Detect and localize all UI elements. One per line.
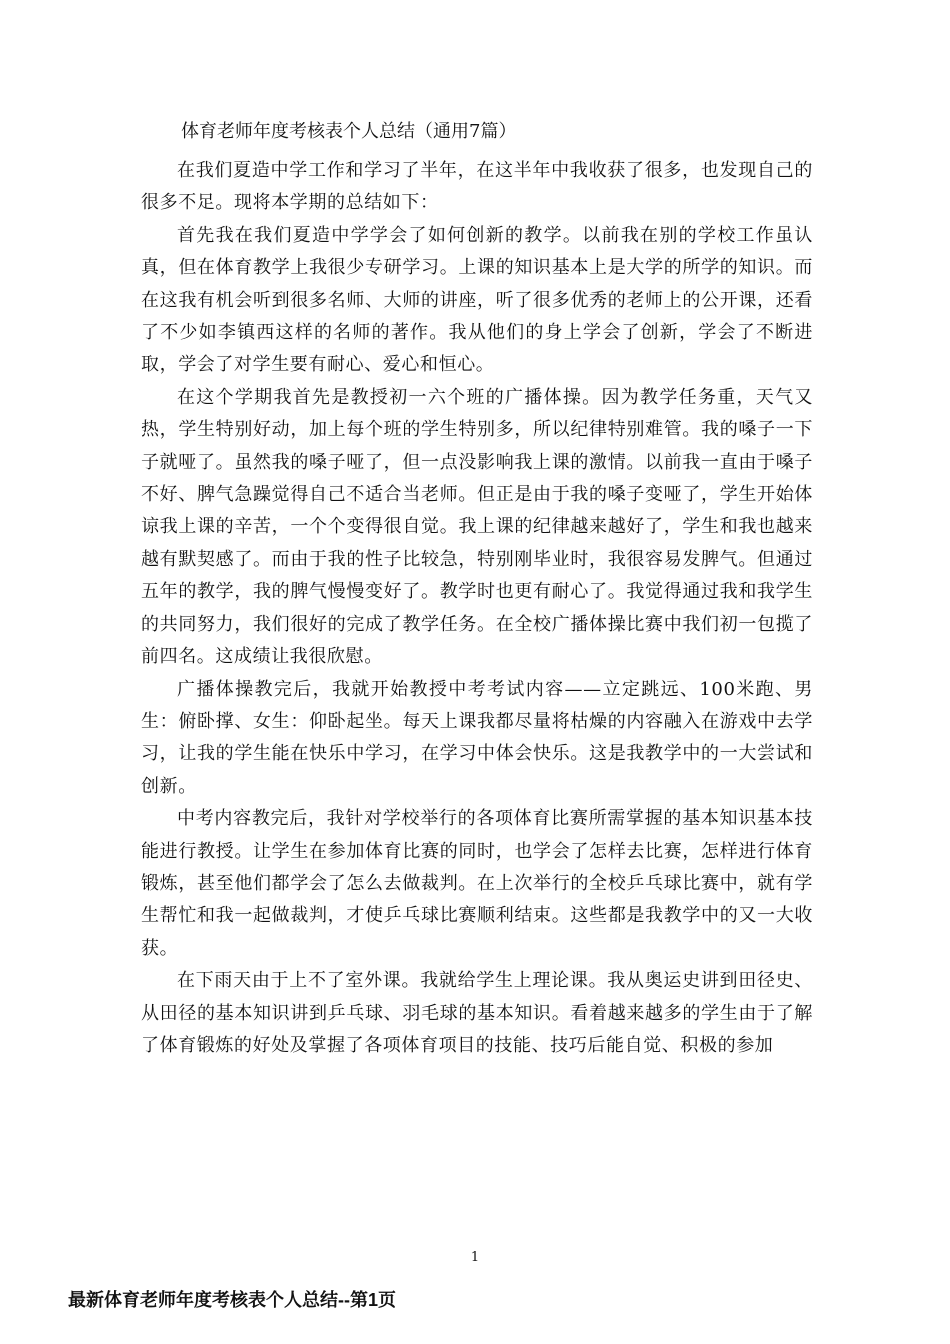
document-body [141,155,813,1062]
document-title: 体育老师年度考核表个人总结（通用7篇） [181,121,517,142]
paragraph-intro: 在我们夏造中学工作和学习了半年，在这半年中我收获了很多，也发现自己的很多不足。现将本学期的总结如下： [141,160,813,214]
page-number: 1 [470,1250,480,1265]
paragraph-broadcast-exercise: 在这个学期我首先是教授初一六个班的广播体操。因为教学任务重，天气又热，学生特别好动，加上每个班的学生特别多，所以纪律特别难管。我的嗓子一下子就哑了。虽然我的嗓子哑了，但一点没影响我上课的激情。以前我一直由于嗓子不好、脾气急躁觉得自己不适合当老师。但正是由于我的嗓子变哑了，学生开始体谅我上课的辛苦，一个个变得很自觉。我上课的纪律越来越好了，学生和我也越来越有默契感了。而由于我的性子比较急，特别刚毕业时，我很容易发脾气。但通过五年的教学，我的脾气慢慢变好了。教学时也更有耐心了。我觉得通过我和我学生的共同努力，我们很好的完成了教学任务。在全校广播体操比赛中我们初一包揽了前四名。这成绩让我很欣慰。 [141,386,813,668]
paragraph-competition-skills: 中考内容教完后，我针对学校举行的各项体育比赛所需掌握的基本知识基本技能进行教授。让学生在参加体育比赛的同时，也学会了怎样去比赛，怎样进行体育锻炼，甚至他们都学会了怎么去做裁判。在上次举行的全校乒乓球比赛中，就有学生帮忙和我一起做裁判，才使乒乓球比赛顺利结束。这些都是我教学中的又一大收获。 [141,808,813,959]
page-footer: 最新体育老师年度考核表个人总结--第1页 [68,1290,396,1310]
paragraph-exam-content: 广播体操教完后，我就开始教授中考考试内容——立定跳远、100米跑、男生：俯卧撑、女生：仰卧起坐。每天上课我都尽量将枯燥的内容融入在游戏中去学习，让我的学生能在快乐中学习，在学习中体会快乐。这是我教学中的一大尝试和创新。 [141,678,813,797]
paragraph-innovation: 首先我在我们夏造中学学会了如何创新的教学。以前我在别的学校工作虽认真，但在体育教学上我很少专研学习。上课的知识基本上是大学的所学的知识。而在这我有机会听到很多名师、大师的讲座，听了很多优秀的老师上的公开课，还看了不少如李镇西这样的名师的著作。我从他们的身上学会了创新，学会了不断进取，学会了对学生要有耐心、爱心和恒心。 [141,224,813,376]
paragraph-theory-lessons: 在下雨天由于上不了室外课。我就给学生上理论课。我从奥运史讲到田径史、从田径的基本知识讲到乒乓球、羽毛球的基本知识。看着越来越多的学生由于了解了体育锻炼的好处及掌握了各项体育项目的技能、技巧后能自觉、积极的参加 [141,970,813,1056]
